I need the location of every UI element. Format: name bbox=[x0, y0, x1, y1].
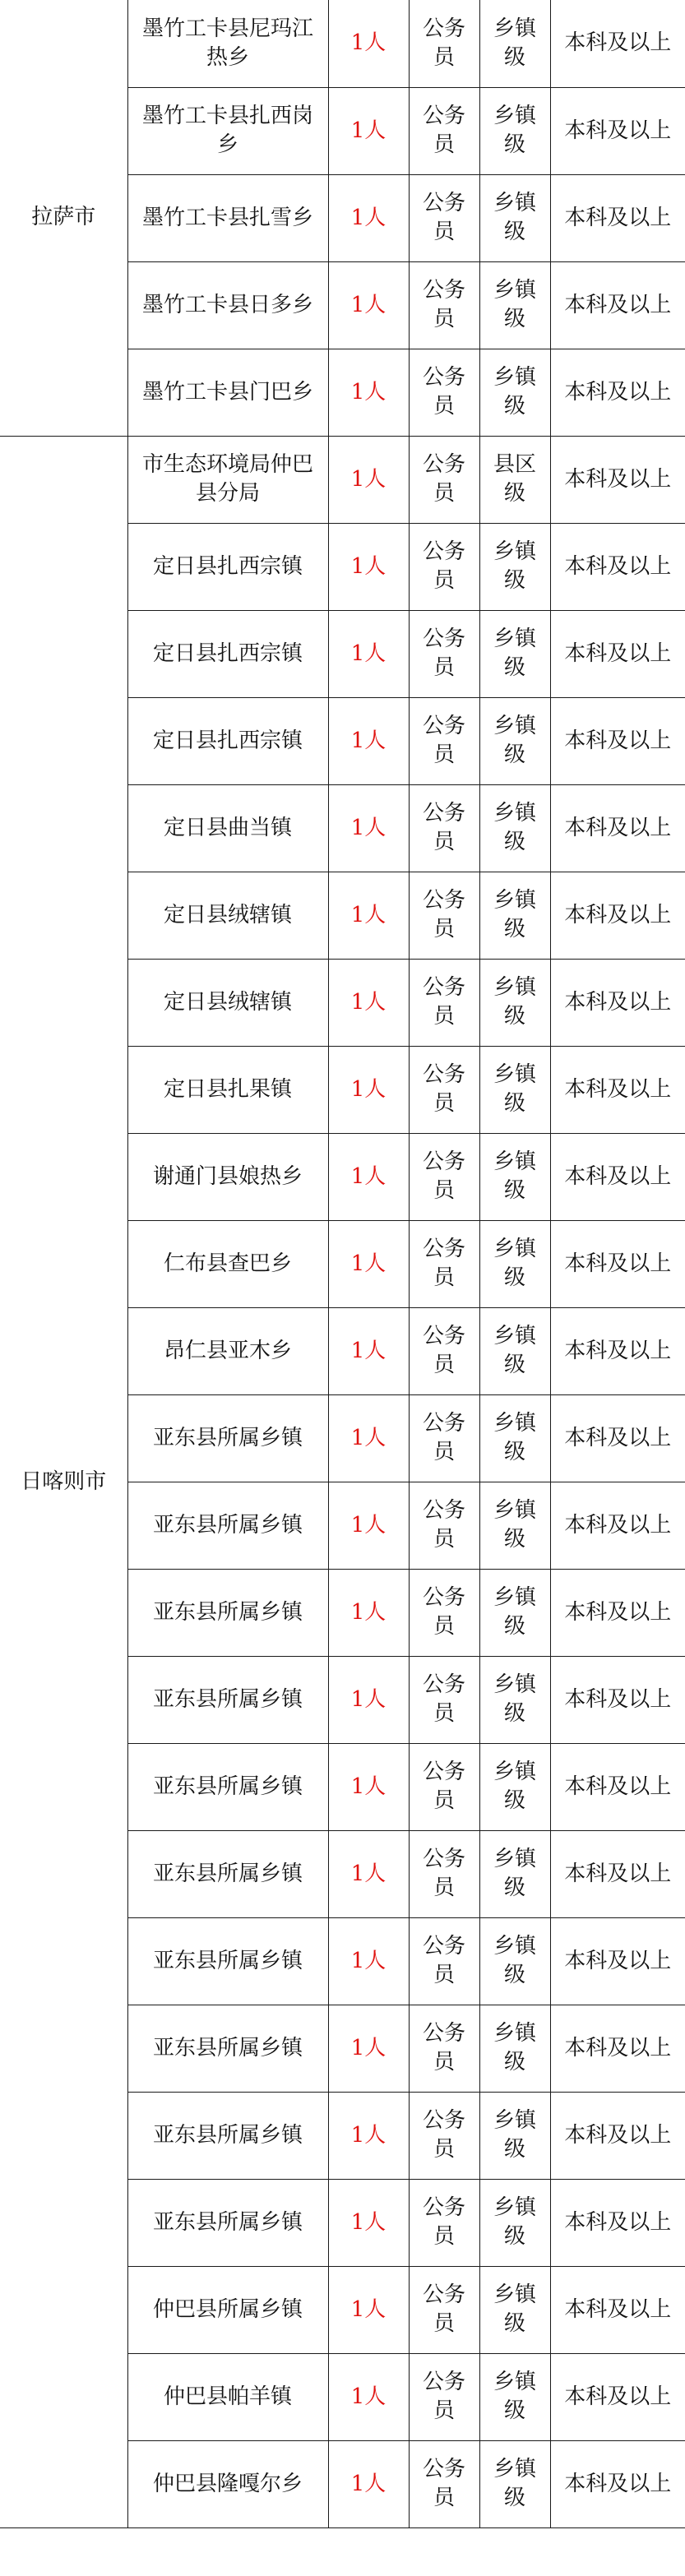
unit-cell: 亚东县所属乡镇 bbox=[127, 1743, 328, 1830]
education-cell: 本科及以上 bbox=[550, 0, 685, 87]
level-cell: 乡镇级 bbox=[479, 0, 550, 87]
category-cell: 公务员 bbox=[409, 697, 479, 784]
unit-cell: 墨竹工卡县扎西岗乡 bbox=[127, 87, 328, 174]
level-cell: 县区级 bbox=[479, 436, 550, 523]
level-cell: 乡镇级 bbox=[479, 1046, 550, 1133]
category-cell: 公务员 bbox=[409, 87, 479, 174]
category-cell: 公务员 bbox=[409, 959, 479, 1046]
unit-cell: 定日县绒辖镇 bbox=[127, 959, 328, 1046]
education-cell: 本科及以上 bbox=[550, 959, 685, 1046]
count-cell: 1人 bbox=[328, 1569, 409, 1656]
count-cell: 1人 bbox=[328, 2266, 409, 2353]
count-cell: 1人 bbox=[328, 2179, 409, 2266]
level-cell: 乡镇级 bbox=[479, 2440, 550, 2527]
level-cell: 乡镇级 bbox=[479, 1307, 550, 1394]
table-row bbox=[0, 0, 685, 87]
level-cell: 乡镇级 bbox=[479, 784, 550, 872]
level-cell: 乡镇级 bbox=[479, 2005, 550, 2092]
count-cell: 1人 bbox=[328, 261, 409, 349]
education-cell: 本科及以上 bbox=[550, 349, 685, 436]
category-cell: 公务员 bbox=[409, 1220, 479, 1307]
level-cell: 乡镇级 bbox=[479, 1917, 550, 2005]
education-cell: 本科及以上 bbox=[550, 436, 685, 523]
category-cell: 公务员 bbox=[409, 1307, 479, 1394]
category-cell: 公务员 bbox=[409, 784, 479, 872]
level-cell: 乡镇级 bbox=[479, 349, 550, 436]
education-cell: 本科及以上 bbox=[550, 1917, 685, 2005]
category-cell: 公务员 bbox=[409, 2440, 479, 2527]
count-cell: 1人 bbox=[328, 2092, 409, 2179]
count-cell: 1人 bbox=[328, 436, 409, 523]
category-cell: 公务员 bbox=[409, 1482, 479, 1569]
education-cell: 本科及以上 bbox=[550, 1482, 685, 1569]
category-cell: 公务员 bbox=[409, 1569, 479, 1656]
unit-cell: 墨竹工卡县日多乡 bbox=[127, 261, 328, 349]
unit-cell: 亚东县所属乡镇 bbox=[127, 1569, 328, 1656]
category-cell: 公务员 bbox=[409, 1656, 479, 1743]
category-cell: 公务员 bbox=[409, 174, 479, 261]
count-cell: 1人 bbox=[328, 1220, 409, 1307]
count-cell: 1人 bbox=[328, 697, 409, 784]
count-cell: 1人 bbox=[328, 2440, 409, 2527]
education-cell: 本科及以上 bbox=[550, 610, 685, 697]
unit-cell: 仲巴县隆嘎尔乡 bbox=[127, 2440, 328, 2527]
category-cell: 公务员 bbox=[409, 523, 479, 610]
count-cell: 1人 bbox=[328, 1394, 409, 1482]
unit-cell: 亚东县所属乡镇 bbox=[127, 2005, 328, 2092]
unit-cell: 亚东县所属乡镇 bbox=[127, 2092, 328, 2179]
education-cell: 本科及以上 bbox=[550, 2440, 685, 2527]
category-cell: 公务员 bbox=[409, 2266, 479, 2353]
unit-cell: 仲巴县帕羊镇 bbox=[127, 2353, 328, 2440]
category-cell: 公务员 bbox=[409, 349, 479, 436]
education-cell: 本科及以上 bbox=[550, 87, 685, 174]
education-cell: 本科及以上 bbox=[550, 1046, 685, 1133]
level-cell: 乡镇级 bbox=[479, 872, 550, 959]
count-cell: 1人 bbox=[328, 784, 409, 872]
category-cell: 公务员 bbox=[409, 610, 479, 697]
category-cell: 公务员 bbox=[409, 872, 479, 959]
category-cell: 公务员 bbox=[409, 2005, 479, 2092]
unit-cell: 定日县曲当镇 bbox=[127, 784, 328, 872]
unit-cell: 亚东县所属乡镇 bbox=[127, 2179, 328, 2266]
unit-cell: 谢通门县娘热乡 bbox=[127, 1133, 328, 1220]
education-cell: 本科及以上 bbox=[550, 1133, 685, 1220]
count-cell: 1人 bbox=[328, 0, 409, 87]
education-cell: 本科及以上 bbox=[550, 872, 685, 959]
count-cell: 1人 bbox=[328, 1830, 409, 1917]
level-cell: 乡镇级 bbox=[479, 1656, 550, 1743]
education-cell: 本科及以上 bbox=[550, 1743, 685, 1830]
education-cell: 本科及以上 bbox=[550, 174, 685, 261]
count-cell: 1人 bbox=[328, 2353, 409, 2440]
education-cell: 本科及以上 bbox=[550, 1830, 685, 1917]
level-cell: 乡镇级 bbox=[479, 2179, 550, 2266]
education-cell: 本科及以上 bbox=[550, 697, 685, 784]
count-cell: 1人 bbox=[328, 523, 409, 610]
education-cell: 本科及以上 bbox=[550, 2005, 685, 2092]
category-cell: 公务员 bbox=[409, 0, 479, 87]
unit-cell: 亚东县所属乡镇 bbox=[127, 1917, 328, 2005]
education-cell: 本科及以上 bbox=[550, 1569, 685, 1656]
unit-cell: 定日县扎西宗镇 bbox=[127, 523, 328, 610]
unit-cell: 定日县绒辖镇 bbox=[127, 872, 328, 959]
level-cell: 乡镇级 bbox=[479, 1394, 550, 1482]
level-cell: 乡镇级 bbox=[479, 1482, 550, 1569]
education-cell: 本科及以上 bbox=[550, 2266, 685, 2353]
education-cell: 本科及以上 bbox=[550, 2353, 685, 2440]
unit-cell: 市生态环境局仲巴县分局 bbox=[127, 436, 328, 523]
level-cell: 乡镇级 bbox=[479, 174, 550, 261]
level-cell: 乡镇级 bbox=[479, 1743, 550, 1830]
count-cell: 1人 bbox=[328, 1307, 409, 1394]
education-cell: 本科及以上 bbox=[550, 1394, 685, 1482]
category-cell: 公务员 bbox=[409, 436, 479, 523]
unit-cell: 定日县扎西宗镇 bbox=[127, 610, 328, 697]
education-cell: 本科及以上 bbox=[550, 2179, 685, 2266]
category-cell: 公务员 bbox=[409, 2179, 479, 2266]
count-cell: 1人 bbox=[328, 872, 409, 959]
unit-cell: 墨竹工卡县尼玛江热乡 bbox=[127, 0, 328, 87]
unit-cell: 仲巴县所属乡镇 bbox=[127, 2266, 328, 2353]
unit-cell: 定日县扎果镇 bbox=[127, 1046, 328, 1133]
category-cell: 公务员 bbox=[409, 261, 479, 349]
category-cell: 公务员 bbox=[409, 1394, 479, 1482]
count-cell: 1人 bbox=[328, 349, 409, 436]
unit-cell: 仁布县查巴乡 bbox=[127, 1220, 328, 1307]
level-cell: 乡镇级 bbox=[479, 1220, 550, 1307]
category-cell: 公务员 bbox=[409, 1917, 479, 2005]
count-cell: 1人 bbox=[328, 1133, 409, 1220]
level-cell: 乡镇级 bbox=[479, 959, 550, 1046]
unit-cell: 墨竹工卡县门巴乡 bbox=[127, 349, 328, 436]
education-cell: 本科及以上 bbox=[550, 784, 685, 872]
count-cell: 1人 bbox=[328, 2005, 409, 2092]
count-cell: 1人 bbox=[328, 1482, 409, 1569]
category-cell: 公务员 bbox=[409, 1830, 479, 1917]
city-cell: 拉萨市 bbox=[0, 0, 127, 436]
level-cell: 乡镇级 bbox=[479, 261, 550, 349]
education-cell: 本科及以上 bbox=[550, 261, 685, 349]
education-cell: 本科及以上 bbox=[550, 1656, 685, 1743]
education-cell: 本科及以上 bbox=[550, 1220, 685, 1307]
count-cell: 1人 bbox=[328, 1743, 409, 1830]
level-cell: 乡镇级 bbox=[479, 697, 550, 784]
unit-cell: 亚东县所属乡镇 bbox=[127, 1830, 328, 1917]
unit-cell: 昂仁县亚木乡 bbox=[127, 1307, 328, 1394]
table-row bbox=[0, 436, 685, 523]
city-cell: 日喀则市 bbox=[0, 436, 127, 2527]
level-cell: 乡镇级 bbox=[479, 2353, 550, 2440]
unit-cell: 亚东县所属乡镇 bbox=[127, 1482, 328, 1569]
unit-cell: 亚东县所属乡镇 bbox=[127, 1656, 328, 1743]
category-cell: 公务员 bbox=[409, 1743, 479, 1830]
level-cell: 乡镇级 bbox=[479, 610, 550, 697]
level-cell: 乡镇级 bbox=[479, 87, 550, 174]
count-cell: 1人 bbox=[328, 1046, 409, 1133]
category-cell: 公务员 bbox=[409, 1133, 479, 1220]
category-cell: 公务员 bbox=[409, 2353, 479, 2440]
level-cell: 乡镇级 bbox=[479, 2092, 550, 2179]
level-cell: 乡镇级 bbox=[479, 523, 550, 610]
level-cell: 乡镇级 bbox=[479, 1569, 550, 1656]
education-cell: 本科及以上 bbox=[550, 1307, 685, 1394]
category-cell: 公务员 bbox=[409, 2092, 479, 2179]
count-cell: 1人 bbox=[328, 87, 409, 174]
level-cell: 乡镇级 bbox=[479, 1830, 550, 1917]
unit-cell: 亚东县所属乡镇 bbox=[127, 1394, 328, 1482]
count-cell: 1人 bbox=[328, 1917, 409, 2005]
count-cell: 1人 bbox=[328, 959, 409, 1046]
level-cell: 乡镇级 bbox=[479, 2266, 550, 2353]
unit-cell: 定日县扎西宗镇 bbox=[127, 697, 328, 784]
category-cell: 公务员 bbox=[409, 1046, 479, 1133]
count-cell: 1人 bbox=[328, 174, 409, 261]
education-cell: 本科及以上 bbox=[550, 523, 685, 610]
count-cell: 1人 bbox=[328, 610, 409, 697]
count-cell: 1人 bbox=[328, 1656, 409, 1743]
unit-cell: 墨竹工卡县扎雪乡 bbox=[127, 174, 328, 261]
education-cell: 本科及以上 bbox=[550, 2092, 685, 2179]
level-cell: 乡镇级 bbox=[479, 1133, 550, 1220]
